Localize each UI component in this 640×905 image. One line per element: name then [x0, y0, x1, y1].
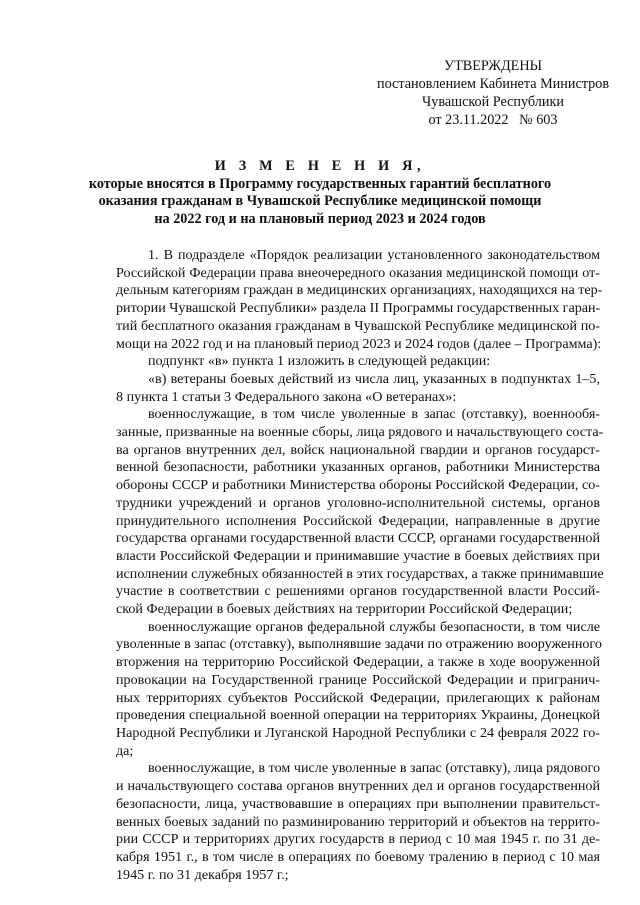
paragraph-2 [116, 353, 600, 371]
paragraph-3 [116, 371, 600, 406]
text-line: провокации на Государственной границе Российской Федерации и пригранич- [116, 671, 600, 688]
document-heading [60, 158, 580, 228]
approval-stamp [368, 57, 618, 129]
text-line: военнослужащие, в том числе уволенные в запас (отставку), военнообя- [148, 406, 600, 423]
text-line: Российской Федерации права внеочередного оказания медицинской помощи от- [116, 264, 600, 281]
text-line: да; [116, 742, 134, 759]
approval-title: УТВЕРЖДЕНЫ [444, 58, 542, 74]
text-line: венной безопасности, работники указанных органов, работники Министерства [116, 459, 600, 476]
text-line: государства органами государственной власти СССР, органами государственной [116, 530, 600, 547]
text-line: принудительного исполнения Российской Федерации, направленные в другие [116, 512, 600, 529]
heading-title: И З М Е Н Е Н И Я, [214, 158, 426, 174]
text-line: 1. В подразделе «Порядок реализации установленного законодательством [148, 247, 600, 263]
text-line: и начальствующего состава органов внутренних дел и органов государственной [116, 778, 600, 795]
text-line: безопасности, лица, участвовавшие в операциях при выполнении правительст- [116, 795, 600, 812]
text-line: уволенные в запас (отставку), выполнявшие задачи по отражению вооруженного [116, 636, 602, 653]
text-line: занные, призванные на военные сборы, лица рядового и начальствующего соста- [116, 424, 604, 441]
text-line: рии СССР и территориях других государств в период с 10 мая 1945 г. по 31 де- [116, 831, 600, 848]
document-body [116, 247, 604, 884]
text-line: Народной Республики и Луганской Народной Республики с 24 февраля 2022 го- [116, 724, 600, 741]
paragraph-6 [116, 760, 600, 884]
approval-line: Чувашской Республики [422, 94, 564, 110]
text-line: 1945 г. по 31 декабря 1957 г.; [116, 866, 289, 883]
text-line: участие в соответствии с решениями органов государственной власти Россий- [116, 583, 600, 600]
text-line: ных территориях субъектов Российской Федерации, прилегающих к районам [116, 689, 600, 706]
text-line: вторжения на территорию Российской Федерации, а также в ходе вооруженной [116, 654, 600, 671]
text-line: дельным категориям граждан в медицинских организациях, находящихся на тер- [116, 282, 603, 299]
text-line: подпункт «в» пункта 1 изложить в следующей редакции: [148, 353, 491, 370]
paragraph-4 [116, 406, 604, 618]
text-line: ской Федерации в боевых действиях на территории Российской Федерации; [116, 601, 573, 618]
text-line: кабря 1951 г., в том числе в операциях по боевому тралению в период с 10 мая [116, 848, 600, 865]
text-line: военнослужащие, в том числе уволенные в запас (отставку), лица рядового [148, 760, 600, 777]
text-line: 8 пункта 1 статьи 3 Федерального закона «О ветеранах»: [116, 388, 457, 405]
text-line: «в) ветераны боевых действий из числа лиц, указанных в подпунктах 1–5, [148, 370, 600, 387]
heading-line: на 2022 год и на плановый период 2023 и 2024 годов [154, 210, 486, 227]
text-line: обороны СССР и работники Министерства обороны Российской Федерации, со- [116, 477, 600, 494]
text-line: проведения специальной военной операции на территориях Украины, Донецкой [116, 707, 600, 724]
approval-line: постановлением Кабинета Министров [376, 76, 610, 92]
heading-line: оказания гражданам в Чувашской Республике медицинской помощи [98, 193, 542, 209]
text-line: венных боевых заданий по разминированию территорий и объектов на террито- [116, 813, 600, 830]
heading-line: которые вносятся в Программу государственных гарантий бесплатного [88, 175, 552, 192]
text-line: ритории Чувашской Республики» раздела II Программы государственных гаран- [116, 300, 601, 317]
text-line: исполнении служебных обязанностей в этих государствах, а также принимавшие [116, 565, 604, 582]
text-line: власти Российской Федерации и принимавшие участие в боевых действиях при [116, 547, 600, 564]
paragraph-5 [116, 619, 600, 761]
paragraph-1 [116, 247, 603, 353]
text-line: военнослужащие органов федеральной службы безопасности, в том числе [148, 618, 600, 635]
text-line: тий бесплатного оказания гражданам в Чувашской Республике медицинской по- [116, 317, 600, 334]
text-line: трудники учреждений и органов уголовно-исполнительной системы, органов [116, 494, 600, 511]
approval-date: от 23.11.2022 № 603 [428, 112, 558, 128]
text-line: мощи на 2022 год и на плановый период 2023 и 2024 годов (далее – Программа): [116, 335, 602, 352]
text-line: ва органов внутренних дел, войск национальной гвардии и органов государст- [116, 441, 600, 458]
